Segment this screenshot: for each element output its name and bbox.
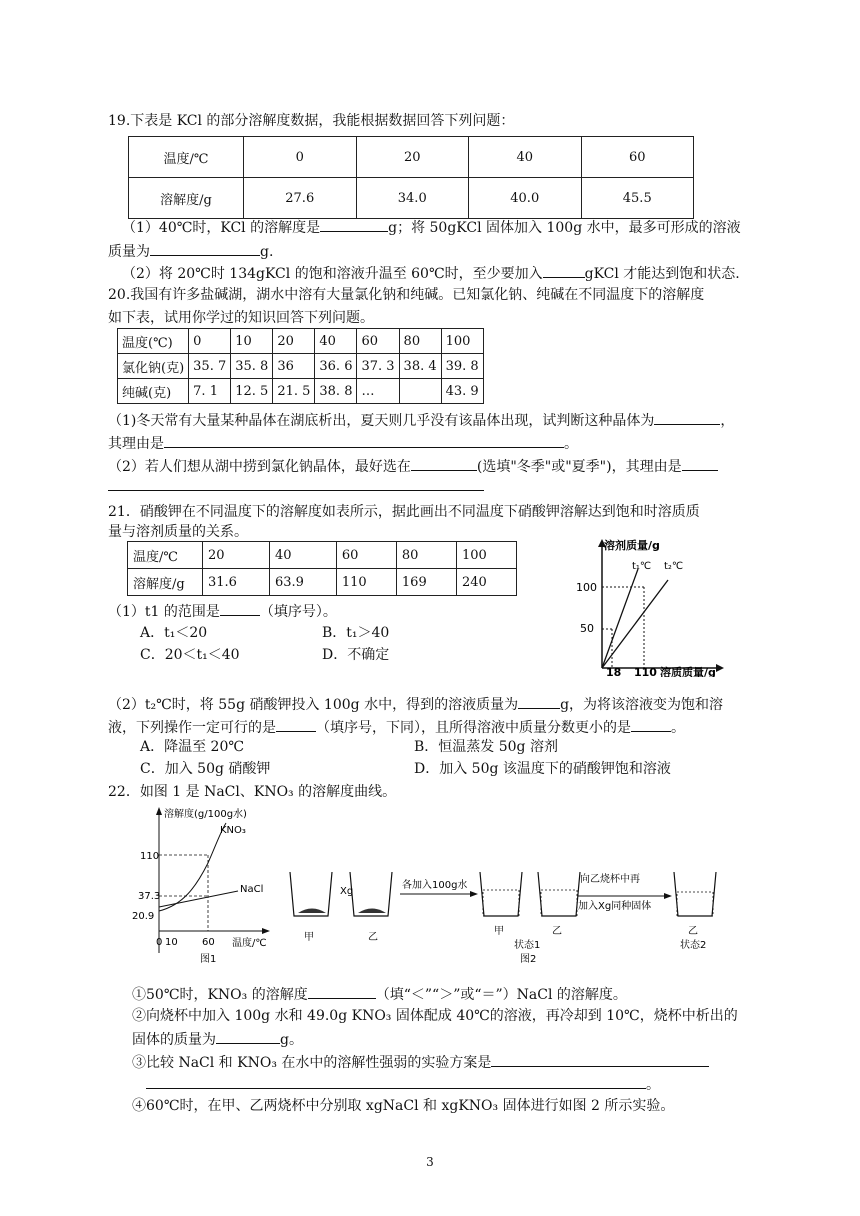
fig1-y110: 110 — [140, 851, 160, 862]
answer-blank[interactable] — [308, 984, 376, 999]
answer-blank[interactable] — [543, 263, 585, 278]
answer-blank[interactable] — [518, 694, 560, 709]
table-cell: 7. 1 — [189, 379, 231, 404]
q22-figure2 — [286, 860, 726, 968]
answer-blank[interactable] — [276, 717, 316, 732]
q21-opt-A1: A．t₁＜20 — [140, 625, 208, 641]
q20-intro-line1: 20.我国有许多盐碱湖，湖水中溶有大量氯化钠和纯碱。已知氯化钠、纯碱在不同温度下的溶解度 — [108, 287, 705, 303]
table-cell: 温度/℃ — [128, 542, 203, 569]
table-cell: 纯碱(克) — [118, 379, 189, 404]
q21-opt-B1: B．t₁＞40 — [322, 625, 390, 641]
fig1-kno3-label: KNO₃ — [220, 825, 246, 836]
table-cell: 溶解度/g — [128, 569, 203, 596]
table-cell: 43. 9 — [441, 379, 483, 404]
answer-blank[interactable] — [411, 456, 477, 471]
q21-opt-C1: C．20＜t₁＜40 — [140, 647, 240, 663]
answer-blank[interactable] — [682, 456, 718, 471]
answer-blank[interactable] — [146, 1074, 646, 1089]
table-cell: 240 — [456, 569, 516, 596]
fig2-state1-label: 状态1 — [514, 940, 541, 951]
table-cell: 38. 4 — [399, 354, 441, 379]
q20-part2-answer-line[interactable] — [108, 490, 484, 491]
q22-sub4: ④60℃时，在甲、乙两烧杯中分别取 xgNaCl 和 xgKNO₃ 固体进行如图 2 所示实验。 — [132, 1098, 675, 1114]
q21-table — [127, 541, 517, 596]
fig2-caption: 图2 — [520, 954, 537, 965]
table-cell: 63.9 — [269, 569, 336, 596]
table-cell: 39. 8 — [441, 354, 483, 379]
table-cell: 80 — [399, 329, 441, 354]
graph-x110: 110 — [634, 666, 657, 677]
q22-sub3-line2: 。 — [146, 1074, 660, 1094]
table-cell: 40 — [469, 137, 582, 178]
table-cell: 35. 8 — [231, 354, 273, 379]
q21-part1: （1）t1 的范围是 （填序号）。 — [108, 601, 337, 621]
q21-part2-line1: （2）t₂℃时，将 55g 硝酸钾投入 100g 水中，得到的溶液质量为 g，为将该溶液变为饱和溶 — [108, 694, 723, 714]
fig2-yi-label-3: 乙 — [688, 926, 698, 937]
fig2-arrow1-label: 各加入100g水 — [402, 880, 468, 891]
fig2-jia-label-2: 甲 — [494, 926, 504, 937]
table-cell: 0 — [244, 137, 357, 178]
answer-blank[interactable] — [631, 717, 671, 732]
fig1-x60: 60 — [202, 937, 215, 948]
q20-table — [117, 328, 484, 404]
graph-t1-label: t₁℃ — [632, 561, 652, 572]
fig2-yi-label: 乙 — [368, 932, 378, 943]
table-cell: 60 — [581, 137, 694, 178]
fig2-jia-label: 甲 — [304, 932, 314, 943]
table-cell: 37. 3 — [357, 354, 399, 379]
table-cell: 36 — [273, 354, 315, 379]
fig2-arrow2-label-b: 加入Xg同种固体 — [578, 901, 652, 912]
table-cell: 10 — [231, 329, 273, 354]
table-cell: 40 — [315, 329, 357, 354]
table-cell: 40.0 — [469, 178, 582, 219]
q22-sub1: ①50℃时，KNO₃ 的溶解度 （填“＜”“＞”或“＝”）NaCl 的溶解度。 — [132, 984, 627, 1004]
table-cell: 氯化钠(克) — [118, 354, 189, 379]
fig1-nacl-label: NaCl — [240, 884, 264, 895]
q19-part1-line2: 质量为 g. — [108, 241, 273, 261]
q19-table — [128, 136, 694, 219]
q21-opt-A2: A．降温至 20℃ — [140, 739, 245, 755]
graph-y100: 100 — [576, 581, 597, 594]
q19-part1-line1: （1）40℃时，KCl 的溶解度是 g；将 50gKCl 固体加入 100g 水中，最多可形成的溶液 — [122, 217, 741, 237]
q20-part2-line1: （2）若人们想从湖中捞到氯化钠晶体，最好选在 (选填"冬季"或"夏季")，其理由是 — [108, 456, 718, 476]
graph-x18: 18 — [606, 666, 622, 677]
fig1-caption: 图1 — [200, 954, 217, 965]
fig1-xlabel: 温度/℃ — [232, 938, 267, 949]
graph-t2-label: t₂℃ — [664, 561, 684, 572]
q20-part1-line2: 其理由是 。 — [108, 433, 578, 453]
answer-blank[interactable] — [164, 433, 564, 448]
graph-xlabel: 溶质质量/g — [660, 666, 716, 677]
q21-graph — [568, 535, 728, 677]
table-cell: 0 — [189, 329, 231, 354]
q21-opt-B2: B．恒温蒸发 50g 溶剂 — [414, 739, 558, 755]
table-cell: 溶解度/g — [129, 178, 244, 219]
table-cell: 80 — [396, 542, 456, 569]
table-cell: 169 — [396, 569, 456, 596]
table-cell — [399, 379, 441, 404]
q22-sub3-line1: ③比较 NaCl 和 KNO₃ 在水中的溶解性强弱的实验方案是 — [132, 1052, 709, 1072]
q22-sub2-line1: ②向烧杯中加入 100g 水和 49.0g KNO₃ 固体配成 40℃的溶液，再冷却到 10℃，烧杯中析出的 — [132, 1008, 738, 1024]
answer-blank[interactable] — [320, 217, 388, 232]
table-cell: 100 — [456, 542, 516, 569]
fig1-x10: 10 — [165, 937, 178, 948]
fig1-ylabel: 溶解度(g/100g水) — [164, 809, 247, 820]
table-cell: 27.6 — [244, 178, 357, 219]
table-cell: 温度(℃) — [118, 329, 189, 354]
table-cell: 40 — [269, 542, 336, 569]
table-cell: 20 — [356, 137, 469, 178]
q21-intro-line2: 量与溶剂质量的关系。 — [108, 524, 248, 540]
answer-blank[interactable] — [654, 410, 720, 425]
fig2-state2-label: 状态2 — [680, 940, 707, 951]
q21-opt-D2: D．加入 50g 该温度下的硝酸钾饱和溶液 — [414, 761, 671, 777]
answer-blank[interactable] — [220, 601, 260, 616]
fig2-xg-label: Xg — [340, 886, 354, 897]
q19-intro: 19.下表是 KCl 的部分溶解度数据，我能根据数据回答下列问题： — [108, 113, 515, 129]
fig1-x0: 0 — [156, 937, 163, 948]
q20-part1-line1: （1)冬天常有大量某种晶体在湖底析出，夏天则几乎没有该晶体出现，试判断这种晶体为 ， — [108, 410, 734, 430]
table-cell: 110 — [336, 569, 396, 596]
q22-sub2-line2: 固体的质量为 g。 — [132, 1029, 303, 1049]
table-cell: … — [357, 379, 399, 404]
table-cell: 31.6 — [203, 569, 270, 596]
table-cell: 36. 6 — [315, 354, 357, 379]
table-cell: 60 — [336, 542, 396, 569]
table-cell: 60 — [357, 329, 399, 354]
table-cell: 38. 8 — [315, 379, 357, 404]
q21-intro-line1: 21．硝酸钾在不同温度下的溶解度如表所示，据此画出不同温度下硝酸钾溶解达到饱和时溶质质 — [108, 504, 700, 520]
q22-intro: 22．如图 1 是 NaCl、KNO₃ 的溶解度曲线。 — [108, 784, 397, 800]
answer-blank[interactable] — [216, 1029, 280, 1044]
table-cell: 35. 7 — [189, 354, 231, 379]
page-number: 3 — [426, 1155, 434, 1169]
q21-opt-C2: C．加入 50g 硝酸钾 — [140, 761, 271, 777]
fig2-arrow2-label-a: 向乙烧杯中再 — [580, 874, 640, 885]
graph-y50: 50 — [580, 622, 594, 635]
q20-intro-line2: 如下表，试用你学过的知识回答下列问题。 — [108, 310, 374, 326]
fig1-y37: 37.3 — [138, 891, 161, 902]
q22-figure1 — [128, 803, 278, 968]
table-cell: 34.0 — [356, 178, 469, 219]
table-cell: 温度/℃ — [129, 137, 244, 178]
q19-part2: （2）将 20℃时 134gKCl 的饱和溶液升温至 60℃时，至少要加入 gKCl 才能达到饱和状态. — [122, 263, 740, 283]
answer-blank[interactable] — [150, 241, 260, 256]
q21-part2-line2: 液，下列操作一定可行的是 （填序号，下同），且所得溶液中质量分数更小的是 。 — [108, 717, 685, 737]
answer-blank[interactable] — [491, 1052, 709, 1067]
q21-opt-D1: D．不确定 — [322, 647, 390, 663]
graph-ylabel: 溶剂质量/g — [604, 539, 660, 552]
fig2-yi-label-2: 乙 — [552, 926, 562, 937]
table-cell: 20 — [203, 542, 270, 569]
fig1-y20: 20.9 — [132, 911, 155, 922]
table-cell: 21. 5 — [273, 379, 315, 404]
table-cell: 12. 5 — [231, 379, 273, 404]
table-cell: 100 — [441, 329, 483, 354]
table-cell: 45.5 — [581, 178, 694, 219]
table-cell: 20 — [273, 329, 315, 354]
